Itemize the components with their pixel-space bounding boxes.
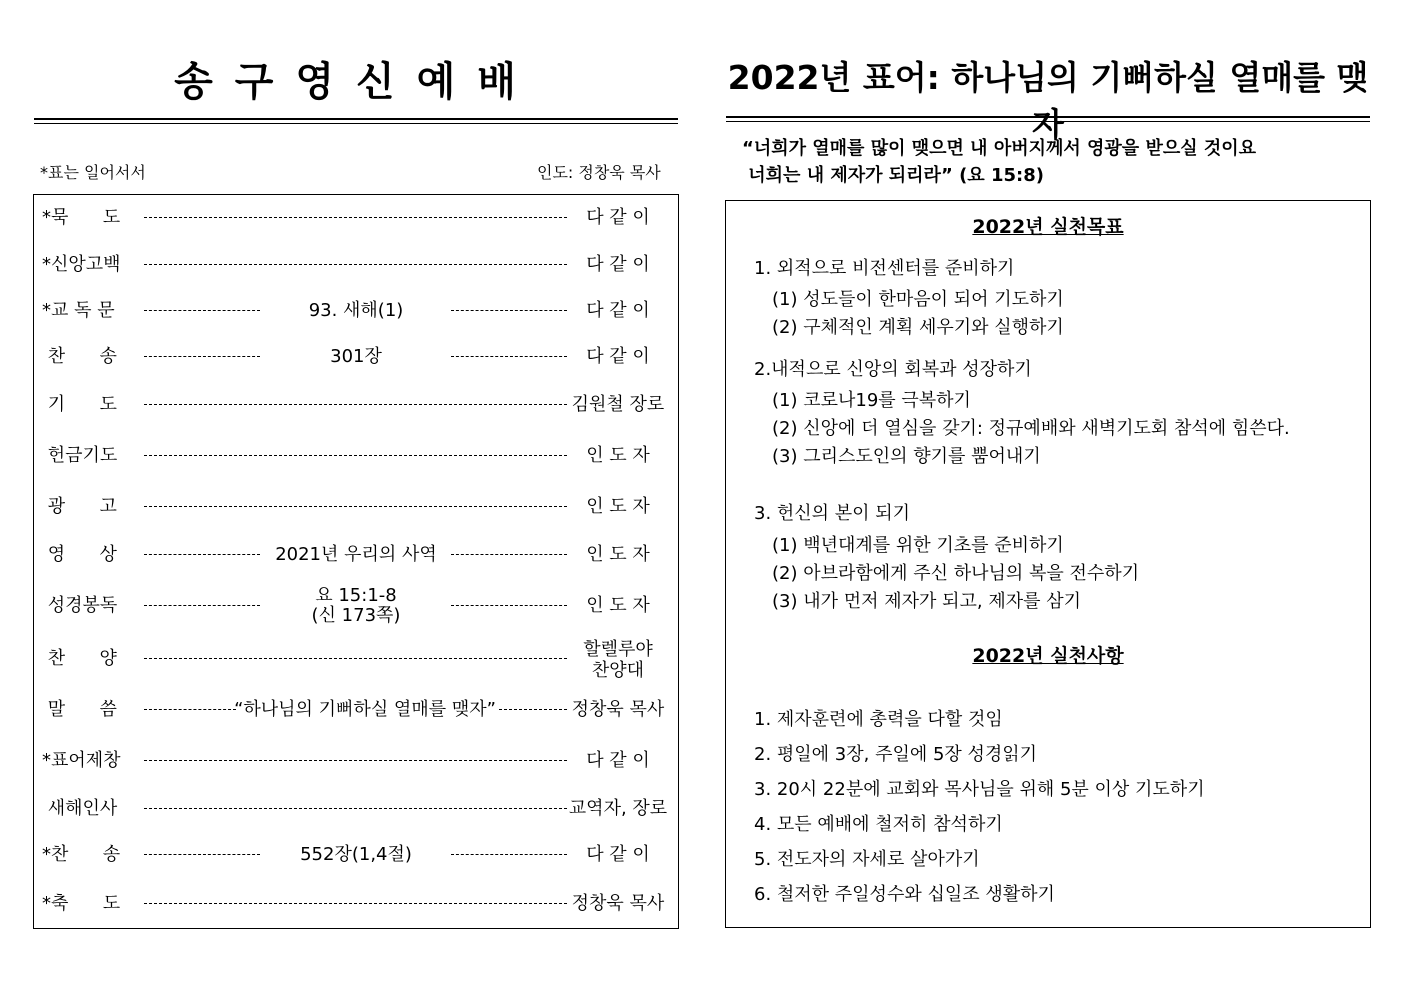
- title-rule-top: [34, 118, 678, 120]
- order-row: [34, 586, 678, 626]
- order-of-service-box: [33, 194, 679, 929]
- goal-sub-item: (2) 구체적인 계획 세우기와 실행하기: [772, 317, 1064, 338]
- goal-sub-item: (3) 내가 먼저 제자가 되고, 제자를 삼기: [772, 591, 1081, 612]
- order-row: [34, 835, 678, 875]
- order-item-leader: [568, 245, 668, 285]
- leader-dots: [144, 554, 260, 555]
- leader-dots: [144, 760, 567, 761]
- leader-dots: [451, 605, 567, 606]
- order-item-label: 영 상: [42, 544, 117, 565]
- leader-dots: [499, 709, 567, 710]
- order-item-leader-text: 다 같 이: [586, 750, 650, 771]
- leader-dots: [144, 605, 260, 606]
- order-item-leader-text: 다 같 이: [586, 300, 650, 321]
- leader-dots: [144, 356, 260, 357]
- order-item-detail: [260, 535, 452, 575]
- order-item-label: *축 도: [42, 893, 121, 914]
- order-item-leader: [568, 535, 668, 575]
- leader-dots: [144, 854, 260, 855]
- order-item-detail-text: 301장: [330, 346, 382, 367]
- order-item-label: 기 도: [42, 394, 117, 415]
- order-item-leader: [568, 198, 668, 238]
- order-item-leader: [568, 835, 668, 875]
- leader-dots: [451, 356, 567, 357]
- order-row: [34, 639, 678, 679]
- order-item-detail-text: 2021년 우리의 사역: [275, 544, 437, 565]
- leader-note: 인도: 정창욱 목사: [537, 163, 661, 182]
- order-row: [34, 385, 678, 425]
- order-item-label: 성경봉독: [42, 595, 118, 616]
- order-item-leader-text: 다 같 이: [586, 207, 650, 228]
- order-row: [34, 487, 678, 527]
- order-item-leader-text: 김원철 장로: [571, 394, 665, 415]
- order-item-detail: [230, 690, 500, 730]
- order-item-leader: [568, 639, 668, 679]
- goals-title: 2022년 실천목표: [972, 216, 1124, 238]
- order-item-label: *찬 송: [42, 844, 121, 865]
- order-item-label: *표어제창: [42, 750, 121, 771]
- leader-dots: [451, 310, 567, 311]
- goal-item: 2.내적으로 신앙의 회복과 성장하기: [754, 359, 1032, 380]
- order-item-leader-text: 정창욱 목사: [571, 893, 665, 914]
- order-item-leader-text: 다 같 이: [586, 346, 650, 367]
- order-row: [34, 884, 678, 924]
- goal-sub-item: (1) 코로나19를 극복하기: [772, 390, 971, 411]
- order-item-leader-subtext: 찬양대: [591, 660, 645, 681]
- practice-item: 4. 모든 예배에 철저히 참석하기: [754, 814, 1003, 835]
- leader-dots: [451, 554, 567, 555]
- order-item-leader-text: 인 도 자: [586, 595, 650, 616]
- order-row: [34, 535, 678, 575]
- order-item-detail-text: 552장(1,4절): [300, 844, 412, 865]
- order-item-label: 광 고: [42, 496, 117, 517]
- verse-line-1: “너희가 열매를 많이 맺으면 내 아버지께서 영광을 받으실 것이요: [742, 138, 1257, 159]
- order-item-detail: [260, 337, 452, 377]
- order-item-leader: [568, 586, 668, 626]
- order-item-leader-text: 인 도 자: [586, 445, 650, 466]
- service-title: 송구영신예배: [174, 59, 538, 105]
- leader-dots: [144, 658, 567, 659]
- standing-note: *표는 일어서서: [40, 163, 146, 182]
- practice-item: 6. 철저한 주일성수와 십일조 생활하기: [754, 884, 1055, 905]
- order-item-detail-text: 요 15:1-8: [315, 585, 397, 606]
- order-item-leader: [568, 487, 668, 527]
- goal-item: 1. 외적으로 비전센터를 준비하기: [754, 258, 1015, 279]
- order-row: [34, 198, 678, 238]
- order-row: [34, 245, 678, 285]
- order-item-leader: [568, 337, 668, 377]
- order-item-leader: [568, 385, 668, 425]
- practice-item: 2. 평일에 3장, 주일에 5장 성경읽기: [754, 744, 1038, 765]
- practice-item: 3. 20시 22분에 교회와 목사님을 위해 5분 이상 기도하기: [754, 779, 1205, 800]
- order-row: [34, 291, 678, 331]
- leader-dots: [144, 903, 567, 904]
- leader-dots: [144, 264, 567, 265]
- leader-dots: [451, 854, 567, 855]
- order-item-leader: [568, 741, 668, 781]
- order-item-leader: [568, 789, 668, 829]
- motto-rule-bottom: [726, 121, 1370, 122]
- order-row: [34, 690, 678, 730]
- practices-title: 2022년 실천사항: [972, 645, 1124, 667]
- goal-sub-item: (2) 아브라함에게 주신 하나님의 복을 전수하기: [772, 563, 1140, 584]
- leader-dots: [144, 455, 567, 456]
- goal-sub-item: (2) 신앙에 더 열심을 갖기: 정규예배와 새벽기도회 참석에 힘쓴다.: [772, 418, 1290, 439]
- leader-dots: [144, 808, 567, 809]
- leader-dots: [144, 709, 236, 710]
- order-item-detail-text: 93. 새해(1): [308, 300, 404, 321]
- order-item-leader-text: 다 같 이: [586, 254, 650, 275]
- order-item-leader-text: 인 도 자: [586, 544, 650, 565]
- order-row: [34, 789, 678, 829]
- practice-item: 1. 제자훈련에 총력을 다할 것임: [754, 709, 1003, 730]
- leader-dots: [144, 310, 260, 311]
- verse-line-2: 너희는 내 제자가 되리라” (요 15:8): [742, 165, 1044, 186]
- order-row: [34, 436, 678, 476]
- order-item-label: 말 씀: [42, 699, 117, 720]
- order-item-leader-text: 교역자, 장로: [568, 798, 668, 819]
- order-item-leader-text: 할렐루야: [583, 639, 653, 660]
- motto-title: 2022년 표어: 하나님의 기뻐하실 열매를 맺자: [727, 58, 1369, 144]
- goal-sub-item: (3) 그리스도인의 향기를 뿜어내기: [772, 446, 1041, 467]
- order-item-label: *신앙고백: [42, 254, 121, 275]
- order-item-label: *교 독 문: [42, 300, 115, 321]
- order-item-detail: [260, 586, 452, 626]
- order-item-label: 헌금기도: [42, 445, 118, 466]
- order-item-label: 찬 양: [42, 648, 117, 669]
- order-item-leader: [568, 291, 668, 331]
- title-rule-bottom: [34, 123, 678, 124]
- goal-sub-item: (1) 성도들이 한마음이 되어 기도하기: [772, 289, 1064, 310]
- leader-dots: [144, 217, 567, 218]
- order-item-detail: [260, 835, 452, 875]
- order-item-label: 새해인사: [42, 798, 118, 819]
- practice-item: 5. 전도자의 자세로 살아가기: [754, 849, 980, 870]
- order-row: [34, 741, 678, 781]
- order-item-leader-text: 다 같 이: [586, 844, 650, 865]
- leader-dots: [144, 404, 567, 405]
- order-item-detail-subtext: (신 173쪽): [311, 605, 401, 626]
- order-item-label: *묵 도: [42, 207, 121, 228]
- leader-dots: [144, 506, 567, 507]
- order-item-detail: [260, 291, 452, 331]
- order-row: [34, 337, 678, 377]
- order-item-leader-text: 인 도 자: [586, 496, 650, 517]
- goal-item: 3. 헌신의 본이 되기: [754, 503, 911, 524]
- goal-sub-item: (1) 백년대계를 위한 기초를 준비하기: [772, 535, 1064, 556]
- order-item-label: 찬 송: [42, 346, 117, 367]
- order-item-leader: [568, 436, 668, 476]
- order-item-leader: [568, 884, 668, 924]
- order-item-leader: [568, 690, 668, 730]
- order-item-leader-text: 정창욱 목사: [571, 699, 665, 720]
- motto-rule-top: [726, 116, 1370, 118]
- order-item-detail-text: “하나님의 기뻐하실 열매를 맺자”: [234, 699, 496, 720]
